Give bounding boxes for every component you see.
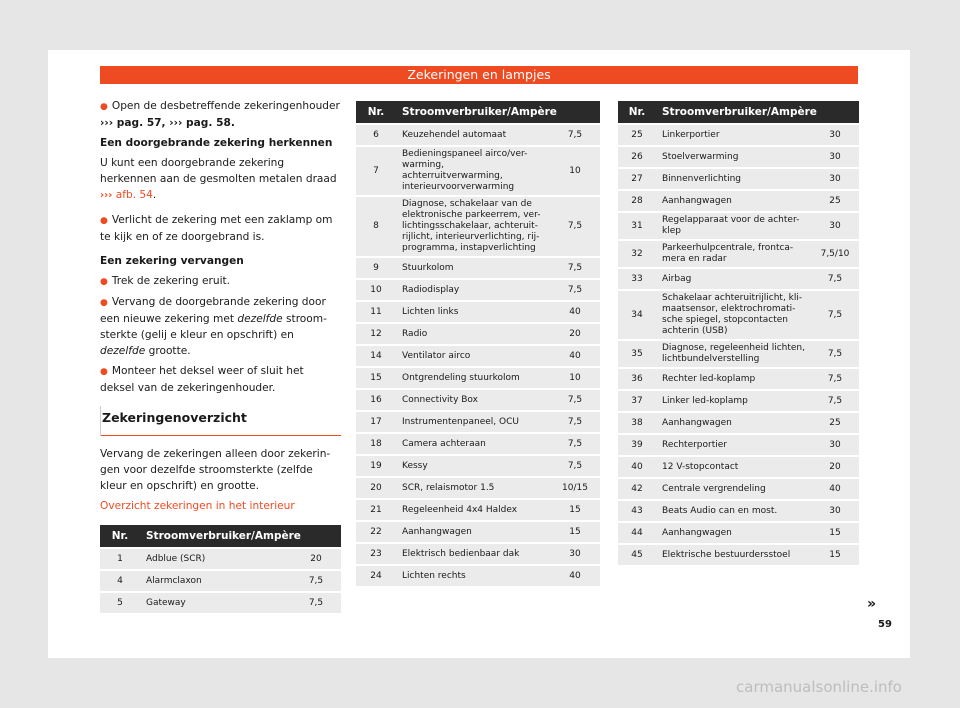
fuse-number: 9 bbox=[356, 258, 396, 278]
table-row bbox=[356, 302, 600, 322]
bullet-icon: ● bbox=[100, 298, 108, 308]
bullet-icon: ● bbox=[100, 216, 108, 226]
table-row bbox=[356, 544, 600, 564]
section-heading bbox=[100, 410, 341, 436]
table-row bbox=[356, 125, 600, 145]
bullet-icon: ● bbox=[100, 277, 108, 287]
fuse-number: 5 bbox=[100, 593, 140, 613]
fuse-ampere: 7,5 bbox=[550, 125, 600, 145]
fuse-number: 18 bbox=[356, 434, 396, 454]
table-row bbox=[618, 369, 859, 389]
fuse-consumer: Elektrisch bedienbaar dak bbox=[396, 544, 550, 564]
fuse-ampere: 7,5 bbox=[550, 456, 600, 476]
fuse-number: 14 bbox=[356, 346, 396, 366]
fuse-ampere: 20 bbox=[291, 549, 341, 569]
fuse-ampere: 40 bbox=[811, 479, 859, 499]
fuse-consumer: Linker led-koplamp bbox=[656, 391, 811, 411]
table-row bbox=[356, 500, 600, 520]
fuse-consumer: Stoelverwarming bbox=[656, 147, 811, 167]
fuse-ampere: 7,5 bbox=[811, 369, 859, 389]
table-row bbox=[618, 479, 859, 499]
fuse-consumer: Gateway bbox=[140, 593, 291, 613]
fuse-number: 20 bbox=[356, 478, 396, 498]
fuse-number: 34 bbox=[618, 291, 656, 339]
fuse-ampere: 20 bbox=[550, 324, 600, 344]
fuse-consumer: Regeleenheid 4x4 Haldex bbox=[396, 500, 550, 520]
fuse-ampere: 40 bbox=[550, 346, 600, 366]
fuse-number: 1 bbox=[100, 549, 140, 569]
fuse-consumer: Radio bbox=[396, 324, 550, 344]
replace-step-text-c: grootte. bbox=[148, 345, 191, 357]
table-row bbox=[356, 434, 600, 454]
open-step-text: Open de desbetreffende zekeringenhouder bbox=[111, 100, 340, 112]
table-row bbox=[356, 390, 600, 410]
fuse-ampere: 7,5 bbox=[550, 412, 600, 432]
fuse-number: 28 bbox=[618, 191, 656, 211]
open-step bbox=[100, 98, 341, 131]
fuse-number: 44 bbox=[618, 523, 656, 543]
fuse-table-3 bbox=[618, 99, 859, 567]
fuse-ampere: 30 bbox=[811, 213, 859, 239]
column-header-consumer: Stroomverbruiker/Ampère bbox=[140, 525, 341, 547]
fuse-number: 24 bbox=[356, 566, 396, 586]
fuse-ampere: 10/15 bbox=[550, 478, 600, 498]
fuse-consumer: 12 V-stopcontact bbox=[656, 457, 811, 477]
column-header-consumer: Stroomverbruiker/Ampère bbox=[396, 101, 600, 123]
next-page-icon[interactable]: » bbox=[867, 596, 877, 612]
fuse-consumer: Keuzehendel automaat bbox=[396, 125, 550, 145]
table-row bbox=[618, 125, 859, 145]
fuse-consumer: Stuurkolom bbox=[396, 258, 550, 278]
recognize-text: U kunt een doorgebrande zekering herkennen aan de gesmolten metalen draad ››› afb. 54. bbox=[100, 157, 337, 201]
table-row bbox=[356, 346, 600, 366]
fuse-ampere: 7,5 bbox=[550, 258, 600, 278]
fuse-ampere: 20 bbox=[811, 457, 859, 477]
fuse-ampere: 7,5 bbox=[550, 434, 600, 454]
cover-step bbox=[100, 363, 341, 396]
fuse-number: 25 bbox=[618, 125, 656, 145]
fuse-number: 23 bbox=[356, 544, 396, 564]
fuse-number: 12 bbox=[356, 324, 396, 344]
table-row bbox=[100, 571, 341, 591]
table-row bbox=[618, 191, 859, 211]
fuse-consumer: Aanhangwagen bbox=[656, 413, 811, 433]
fuse-number: 11 bbox=[356, 302, 396, 322]
fuse-number: 8 bbox=[356, 197, 396, 256]
fuse-ampere: 15 bbox=[550, 522, 600, 542]
intro-column bbox=[100, 98, 341, 522]
fuse-ampere: 30 bbox=[811, 435, 859, 455]
page-header: Zekeringen en lampjes bbox=[100, 66, 858, 84]
fuse-ampere: 30 bbox=[811, 501, 859, 521]
table-row bbox=[618, 147, 859, 167]
fuse-consumer: Camera achteraan bbox=[396, 434, 550, 454]
interior-subtitle: Overzicht zekeringen in het interieur bbox=[100, 500, 295, 512]
fuse-number: 19 bbox=[356, 456, 396, 476]
fuse-consumer: Radiodisplay bbox=[396, 280, 550, 300]
fuse-number: 4 bbox=[100, 571, 140, 591]
table-row bbox=[100, 549, 341, 569]
fuse-consumer: Aanhangwagen bbox=[396, 522, 550, 542]
heading-recognize: Een doorgebrande zekering herkennen bbox=[100, 137, 333, 149]
fuse-ampere: 30 bbox=[550, 544, 600, 564]
table-row bbox=[618, 269, 859, 289]
fuse-number: 31 bbox=[618, 213, 656, 239]
fuse-ampere: 7,5/10 bbox=[811, 241, 859, 267]
replace-step bbox=[100, 294, 341, 359]
fuse-consumer: Lichten rechts bbox=[396, 566, 550, 586]
fuse-table-2 bbox=[356, 99, 600, 588]
fuse-ampere: 30 bbox=[811, 147, 859, 167]
replace-step-text-a: Vervang de doorgebrande zekering door een nieuwe zekering met bbox=[100, 296, 326, 325]
fuse-number: 36 bbox=[618, 369, 656, 389]
fuse-consumer: Adblue (SCR) bbox=[140, 549, 291, 569]
table-row bbox=[618, 457, 859, 477]
fuse-ampere: 7,5 bbox=[811, 269, 859, 289]
recognize-body: U kunt een doorgebrande zekering herkennen aan de gesmolten metalen draad bbox=[100, 157, 337, 185]
table-header-row bbox=[356, 101, 600, 123]
fuse-consumer: Diagnose, schakelaar van de elektronische parkeerrem, ver-lichtingsschakelaar, achteruit-rijlicht, interieurverlichting, rij-programma, instapverlichting bbox=[396, 197, 550, 256]
fuse-number: 32 bbox=[618, 241, 656, 267]
table-row bbox=[356, 280, 600, 300]
fuse-consumer: Lichten links bbox=[396, 302, 550, 322]
fuse-consumer: Diagnose, regeleenheid lichten, lichtbundelverstelling bbox=[656, 341, 811, 367]
fuse-consumer: Aanhangwagen bbox=[656, 191, 811, 211]
fuse-consumer: Elektrische bestuurdersstoel bbox=[656, 545, 811, 565]
fuse-number: 15 bbox=[356, 368, 396, 388]
table-row bbox=[618, 341, 859, 367]
fuse-consumer: Ontgrendeling stuurkolom bbox=[396, 368, 550, 388]
fuse-consumer: Schakelaar achteruitrijlicht, kli-maatsensor, elektrochromati-sche spiegel, stopcontacten achterin (USB) bbox=[656, 291, 811, 339]
fuse-number: 43 bbox=[618, 501, 656, 521]
fuse-ampere: 40 bbox=[550, 302, 600, 322]
fuse-ampere: 7,5 bbox=[550, 197, 600, 256]
fuse-number: 35 bbox=[618, 341, 656, 367]
pull-step bbox=[100, 273, 341, 290]
table-row bbox=[356, 412, 600, 432]
fuse-consumer: Parkeerhulpcentrale, frontca-mera en radar bbox=[656, 241, 811, 267]
fuse-number: 38 bbox=[618, 413, 656, 433]
table-row bbox=[356, 258, 600, 278]
fuse-ampere: 15 bbox=[550, 500, 600, 520]
fuse-ampere: 15 bbox=[811, 545, 859, 565]
table-header-row bbox=[618, 101, 859, 123]
fuse-number: 21 bbox=[356, 500, 396, 520]
fuse-ampere: 30 bbox=[811, 169, 859, 189]
fuse-ampere: 7,5 bbox=[811, 391, 859, 411]
fuse-ampere: 10 bbox=[550, 368, 600, 388]
table-row bbox=[356, 522, 600, 542]
fuse-consumer: Kessy bbox=[396, 456, 550, 476]
fuse-ampere: 7,5 bbox=[811, 291, 859, 339]
figure-reference-link[interactable]: afb. 54 bbox=[115, 189, 153, 201]
ref-arrows: ››› bbox=[100, 190, 113, 201]
fuse-consumer: SCR, relaismotor 1.5 bbox=[396, 478, 550, 498]
bullet-icon: ● bbox=[100, 102, 108, 112]
fuse-ampere: 25 bbox=[811, 191, 859, 211]
fuse-ampere: 7,5 bbox=[811, 341, 859, 367]
fuse-consumer: Airbag bbox=[656, 269, 811, 289]
fuse-table-1 bbox=[100, 523, 341, 615]
fuse-consumer: Alarmclaxon bbox=[140, 571, 291, 591]
fuse-number: 7 bbox=[356, 147, 396, 195]
fuse-number: 22 bbox=[356, 522, 396, 542]
table-row bbox=[618, 523, 859, 543]
fuse-consumer: Rechterportier bbox=[656, 435, 811, 455]
bullet-icon: ● bbox=[100, 367, 108, 377]
table-row bbox=[356, 197, 600, 256]
fuse-consumer: Instrumentenpaneel, OCU bbox=[396, 412, 550, 432]
column-header-consumer: Stroomverbruiker/Ampère bbox=[656, 101, 859, 123]
column-header-nr: Nr. bbox=[618, 101, 656, 123]
fuse-ampere: 7,5 bbox=[550, 390, 600, 410]
table-header-row bbox=[100, 525, 341, 547]
fuse-number: 45 bbox=[618, 545, 656, 565]
fuse-consumer: Rechter led-koplamp bbox=[656, 369, 811, 389]
table-row bbox=[356, 324, 600, 344]
page-number: 59 bbox=[878, 619, 892, 630]
fuse-consumer: Linkerportier bbox=[656, 125, 811, 145]
flashlight-step-text: Verlicht de zekering met een zaklamp om te kijk en of ze doorgebrand is. bbox=[100, 214, 333, 243]
overview-text: Vervang de zekeringen alleen door zekerin-gen voor dezelfde stroomsterkte (zelfde kleur en opschrift) en grootte. bbox=[100, 448, 331, 492]
replace-step-em2: dezelfde bbox=[100, 345, 146, 357]
cover-step-text: Monteer het deksel weer of sluit het deksel van de zekeringenhouder. bbox=[100, 365, 304, 394]
fuse-consumer: Connectivity Box bbox=[396, 390, 550, 410]
fuse-number: 26 bbox=[618, 147, 656, 167]
fuse-number: 33 bbox=[618, 269, 656, 289]
fuse-consumer: Centrale vergrendeling bbox=[656, 479, 811, 499]
fuse-ampere: 10 bbox=[550, 147, 600, 195]
fuse-consumer: Bedieningspaneel airco/ver-warming, achterruitverwarming, interieurvoorverwarming bbox=[396, 147, 550, 195]
fuse-consumer: Beats Audio can en most. bbox=[656, 501, 811, 521]
column-header-nr: Nr. bbox=[100, 525, 140, 547]
fuse-ampere: 15 bbox=[811, 523, 859, 543]
fuse-ampere: 7,5 bbox=[550, 280, 600, 300]
watermark: carmanualsonline.info bbox=[736, 678, 902, 696]
fuse-consumer: Ventilator airco bbox=[396, 346, 550, 366]
fuse-number: 42 bbox=[618, 479, 656, 499]
replace-step-text-b: stroom-sterkte (gelij e kleur en opschrift) en bbox=[100, 313, 327, 341]
page-reference-link[interactable]: ››› pag. 57, ››› pag. 58. bbox=[100, 117, 235, 129]
table-row bbox=[618, 501, 859, 521]
section-title: Zekeringenoverzicht bbox=[102, 410, 247, 425]
fuse-ampere: 40 bbox=[550, 566, 600, 586]
table-row bbox=[618, 169, 859, 189]
table-row bbox=[356, 147, 600, 195]
fuse-ampere: 7,5 bbox=[291, 593, 341, 613]
table-row bbox=[618, 241, 859, 267]
table-row bbox=[618, 291, 859, 339]
fuse-number: 10 bbox=[356, 280, 396, 300]
table-row bbox=[618, 545, 859, 565]
table-row bbox=[618, 435, 859, 455]
table-row bbox=[618, 213, 859, 239]
fuse-number: 39 bbox=[618, 435, 656, 455]
fuse-number: 6 bbox=[356, 125, 396, 145]
heading-replace: Een zekering vervangen bbox=[100, 255, 244, 267]
fuse-consumer: Regelapparaat voor de achter-klep bbox=[656, 213, 811, 239]
fuse-number: 37 bbox=[618, 391, 656, 411]
fuse-number: 16 bbox=[356, 390, 396, 410]
column-header-nr: Nr. bbox=[356, 101, 396, 123]
table-row bbox=[356, 456, 600, 476]
fuse-number: 27 bbox=[618, 169, 656, 189]
fuse-consumer: Binnenverlichting bbox=[656, 169, 811, 189]
fuse-consumer: Aanhangwagen bbox=[656, 523, 811, 543]
fuse-ampere: 25 bbox=[811, 413, 859, 433]
table-row bbox=[618, 391, 859, 411]
fuse-number: 40 bbox=[618, 457, 656, 477]
flashlight-step bbox=[100, 212, 341, 245]
pull-step-text: Trek de zekering eruit. bbox=[111, 275, 231, 287]
fuse-ampere: 30 bbox=[811, 125, 859, 145]
table-row bbox=[356, 478, 600, 498]
table-row bbox=[356, 566, 600, 586]
fuse-number: 17 bbox=[356, 412, 396, 432]
table-row bbox=[618, 413, 859, 433]
fuse-ampere: 7,5 bbox=[291, 571, 341, 591]
table-row bbox=[356, 368, 600, 388]
table-row bbox=[100, 593, 341, 613]
replace-step-em1: dezelfde bbox=[237, 313, 283, 325]
